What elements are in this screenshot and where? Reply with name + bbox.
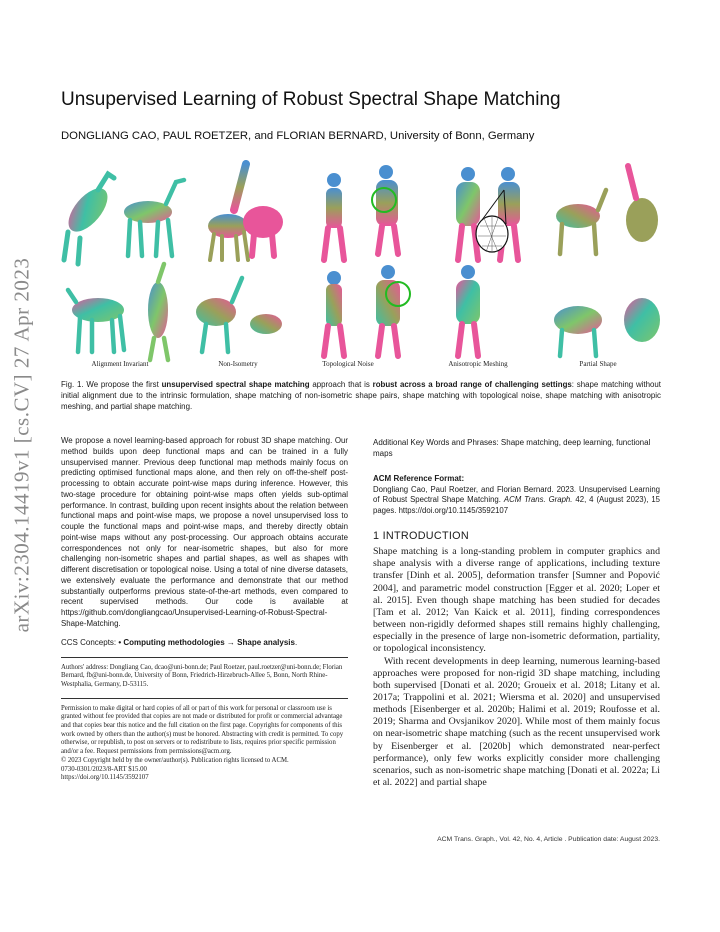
acm-reference-heading: ACM Reference Format: — [373, 473, 465, 483]
label-anisotropic-meshing: Anisotropic Meshing — [448, 360, 508, 368]
cat-shape — [556, 190, 606, 254]
label-non-isometry: Non-Isometry — [218, 360, 258, 368]
horse-upright-shape — [148, 264, 168, 360]
dog-shape — [68, 290, 124, 352]
cat-shape-2 — [554, 306, 602, 356]
copyright-line: © 2023 Copyright held by the owner/author(s). Publication rights licensed to ACM. — [61, 756, 289, 764]
intro-paragraph-2: With recent developments in deep learning, numerous learning-based approaches were proposed for non-rigid 3D shape matching, including both supervised [Donati et al. 2020; Groueix et al. 2018; Litany et al. 2017a; Trappolini et al. 2021; Wiersma et al. 2020] and unsupervised methods [Eisenberger et al. 2020b; Halimi et al. 2019; Roufosse et al. 2019; Sharma and Ovsjanikov 2020]. While most of them mainly focus on near-isometric shape matching (such as the recent unsupervised work by Eisenberger et al. [2020b] which demonstrated near-perfect performance), only few works explicitly consider more challenging scenarios, such as non-isometric shape matching [Donati et al. 2022a; Li et al. 2022] and partial shape — [373, 655, 660, 789]
section-heading: 1 INTRODUCTION — [373, 530, 469, 543]
footnote-rule-2 — [61, 698, 348, 699]
panel-non-isometry — [196, 164, 283, 352]
elephant-shape — [243, 206, 283, 256]
affiliation: University of Bonn, Germany — [386, 130, 535, 142]
teaser-figure — [58, 160, 663, 372]
cat-partial-shape — [626, 166, 658, 242]
horse-shape-rotated — [61, 174, 114, 264]
page-footer: ACM Trans. Graph., Vol. 42, No. 4, Article . Publication date: August 2023. — [437, 836, 660, 843]
panel-partial-shape — [554, 166, 660, 356]
human-aniso-shape-3 — [456, 265, 480, 356]
panel-anisotropic-meshing — [456, 167, 520, 356]
camel-shape — [196, 278, 242, 352]
permission-notice: Permission to make digital or hard copies of all or part of this work for personal or classroom use is granted without fee provided that copies are not made or distributed for profit or commercial advantage and that copies bear this notice and the full citation on the first page. Copyrights for components of this work owned by others than the author(s) must be honored. Abstracting with credit is permitted. To copy otherwise, or republish, to post on servers or to redistribute to lists, requires prior specific permission and/or a fee. Request permissions from permissions@acm.org. — [61, 704, 344, 756]
human-tpose-shape-2 — [296, 271, 372, 356]
human-aniso-shape — [456, 167, 480, 260]
label-topological-noise: Topological Noise — [322, 360, 374, 368]
human-tpose-shape — [298, 173, 370, 260]
label-alignment-invariant: Alignment Invariant — [91, 360, 149, 368]
human-noise-shape — [372, 165, 398, 254]
horse-shape — [124, 180, 184, 256]
cat-partial-shape-2 — [624, 298, 660, 342]
authors-address: Authors' address: Dongliang Cao, dcao@uni-bonn.de; Paul Roetzer, paul.roetzer@uni-bonn.de; Florian Bernard, fb@uni-bonn.de, University of Bonn, Friedrich-Hirzebruch-Allee 5, Bonn, North Rhine-Westphalia, Germany, D-53115. — [61, 663, 343, 688]
giraffe-shape — [208, 164, 248, 260]
ccs-concepts: CCS Concepts: • Computing methodologies → Shape analysis. — [61, 637, 298, 647]
panel-topological-noise — [296, 165, 410, 356]
right-column — [373, 438, 660, 789]
paper-title: Unsupervised Learning of Robust Spectral Shape Matching — [61, 89, 561, 110]
abstract: We propose a novel learning-based approach for robust 3D shape matching. Our method builds upon deep functional maps and can be trained in a fully unsupervised manner. Previous deep functional map methods mainly focus on predicting optimised functional maps alone, and then rely on off-the-shelf post-processing to obtain accurate point-wise maps during inference. However, this two-stage procedure for obtaining point-wise maps often yields sub-optimal performance. In contrast, building upon recent insights about the relation between functional maps and point-wise maps, we propose a novel unsupervised loss to couple the functional maps and point-wise maps, and thereby directly obtain point-wise maps without any post-processing. Our approach obtains accurate correspondences not only for near-isometric shapes, but also for more challenging non-isometric shapes and partial shapes, as well as shapes with different discretisation or topological noise. Using a total of nine diverse datasets, we extensively evaluate the performance and demonstrate that our method substantially outperforms previous state-of-the-art methods, even compared to recent supervised methods. Our code is available at https://github.com/dongliangcao/Unsupervised-Learning-of-Robust-Spectral-Shape-Matching. — [61, 436, 348, 628]
arxiv-stamp: arXiv:2304.14419v1 [cs.CV] 27 Apr 2023 — [9, 257, 34, 633]
label-partial-shape: Partial Shape — [579, 360, 617, 368]
figure-caption: Fig. 1. We propose the first unsupervised spectral shape matching approach that is robust across a broad range of challenging settings: shape matching without initial alignment due to the intrinsic formulation, shape matching of non-isometric shape pairs, shape matching with topological noise, shape matching with anisotropic meshing, and partial shape matching. — [61, 380, 661, 411]
footnote-rule — [61, 657, 348, 658]
intro-paragraph-1: Shape matching is a long-standing problem in computer graphics and shape analysis with a diverse range of applications, including texture transfer [Dinh et al. 2005], deformation transfer [Sumner and Popović 2004], and parametric model construction [Egger et al. 2020; Loper et al. 2015]. Even though shape matching has been studied for decades [Tam et al. 2012; Van Kaick et al. 2011], finding correspondences between non-rigidly deformed shapes still remains highly challenging, especially in the presence of large non-isometric deformation, partiality, or topological inconsistency. — [373, 546, 660, 655]
left-column — [61, 436, 348, 783]
doi-line: https://doi.org/10.1145/3592107 — [61, 774, 149, 782]
acm-reference: Dongliang Cao, Paul Roetzer, and Florian Bernard. 2023. Unsupervised Learning of Robust Spectral Shape Matching. ACM Trans. Graph. 42, 4 (August 2023), 15 pages. https://doi.org/10.1145/3592107 — [373, 484, 660, 515]
author-names: DONGLIANG CAO, PAUL ROETZER, and FLORIAN BERNARD, — [61, 130, 387, 142]
panel-alignment-invariant — [61, 174, 184, 360]
issn-line: 0730-0301/2023/8-ART $15.00 — [61, 765, 147, 773]
keywords: Additional Key Words and Phrases: Shape matching, deep learning, functional maps — [373, 438, 651, 458]
author-line — [61, 130, 534, 142]
human-noise-shape-2 — [376, 265, 410, 356]
pig-shape — [250, 314, 282, 334]
